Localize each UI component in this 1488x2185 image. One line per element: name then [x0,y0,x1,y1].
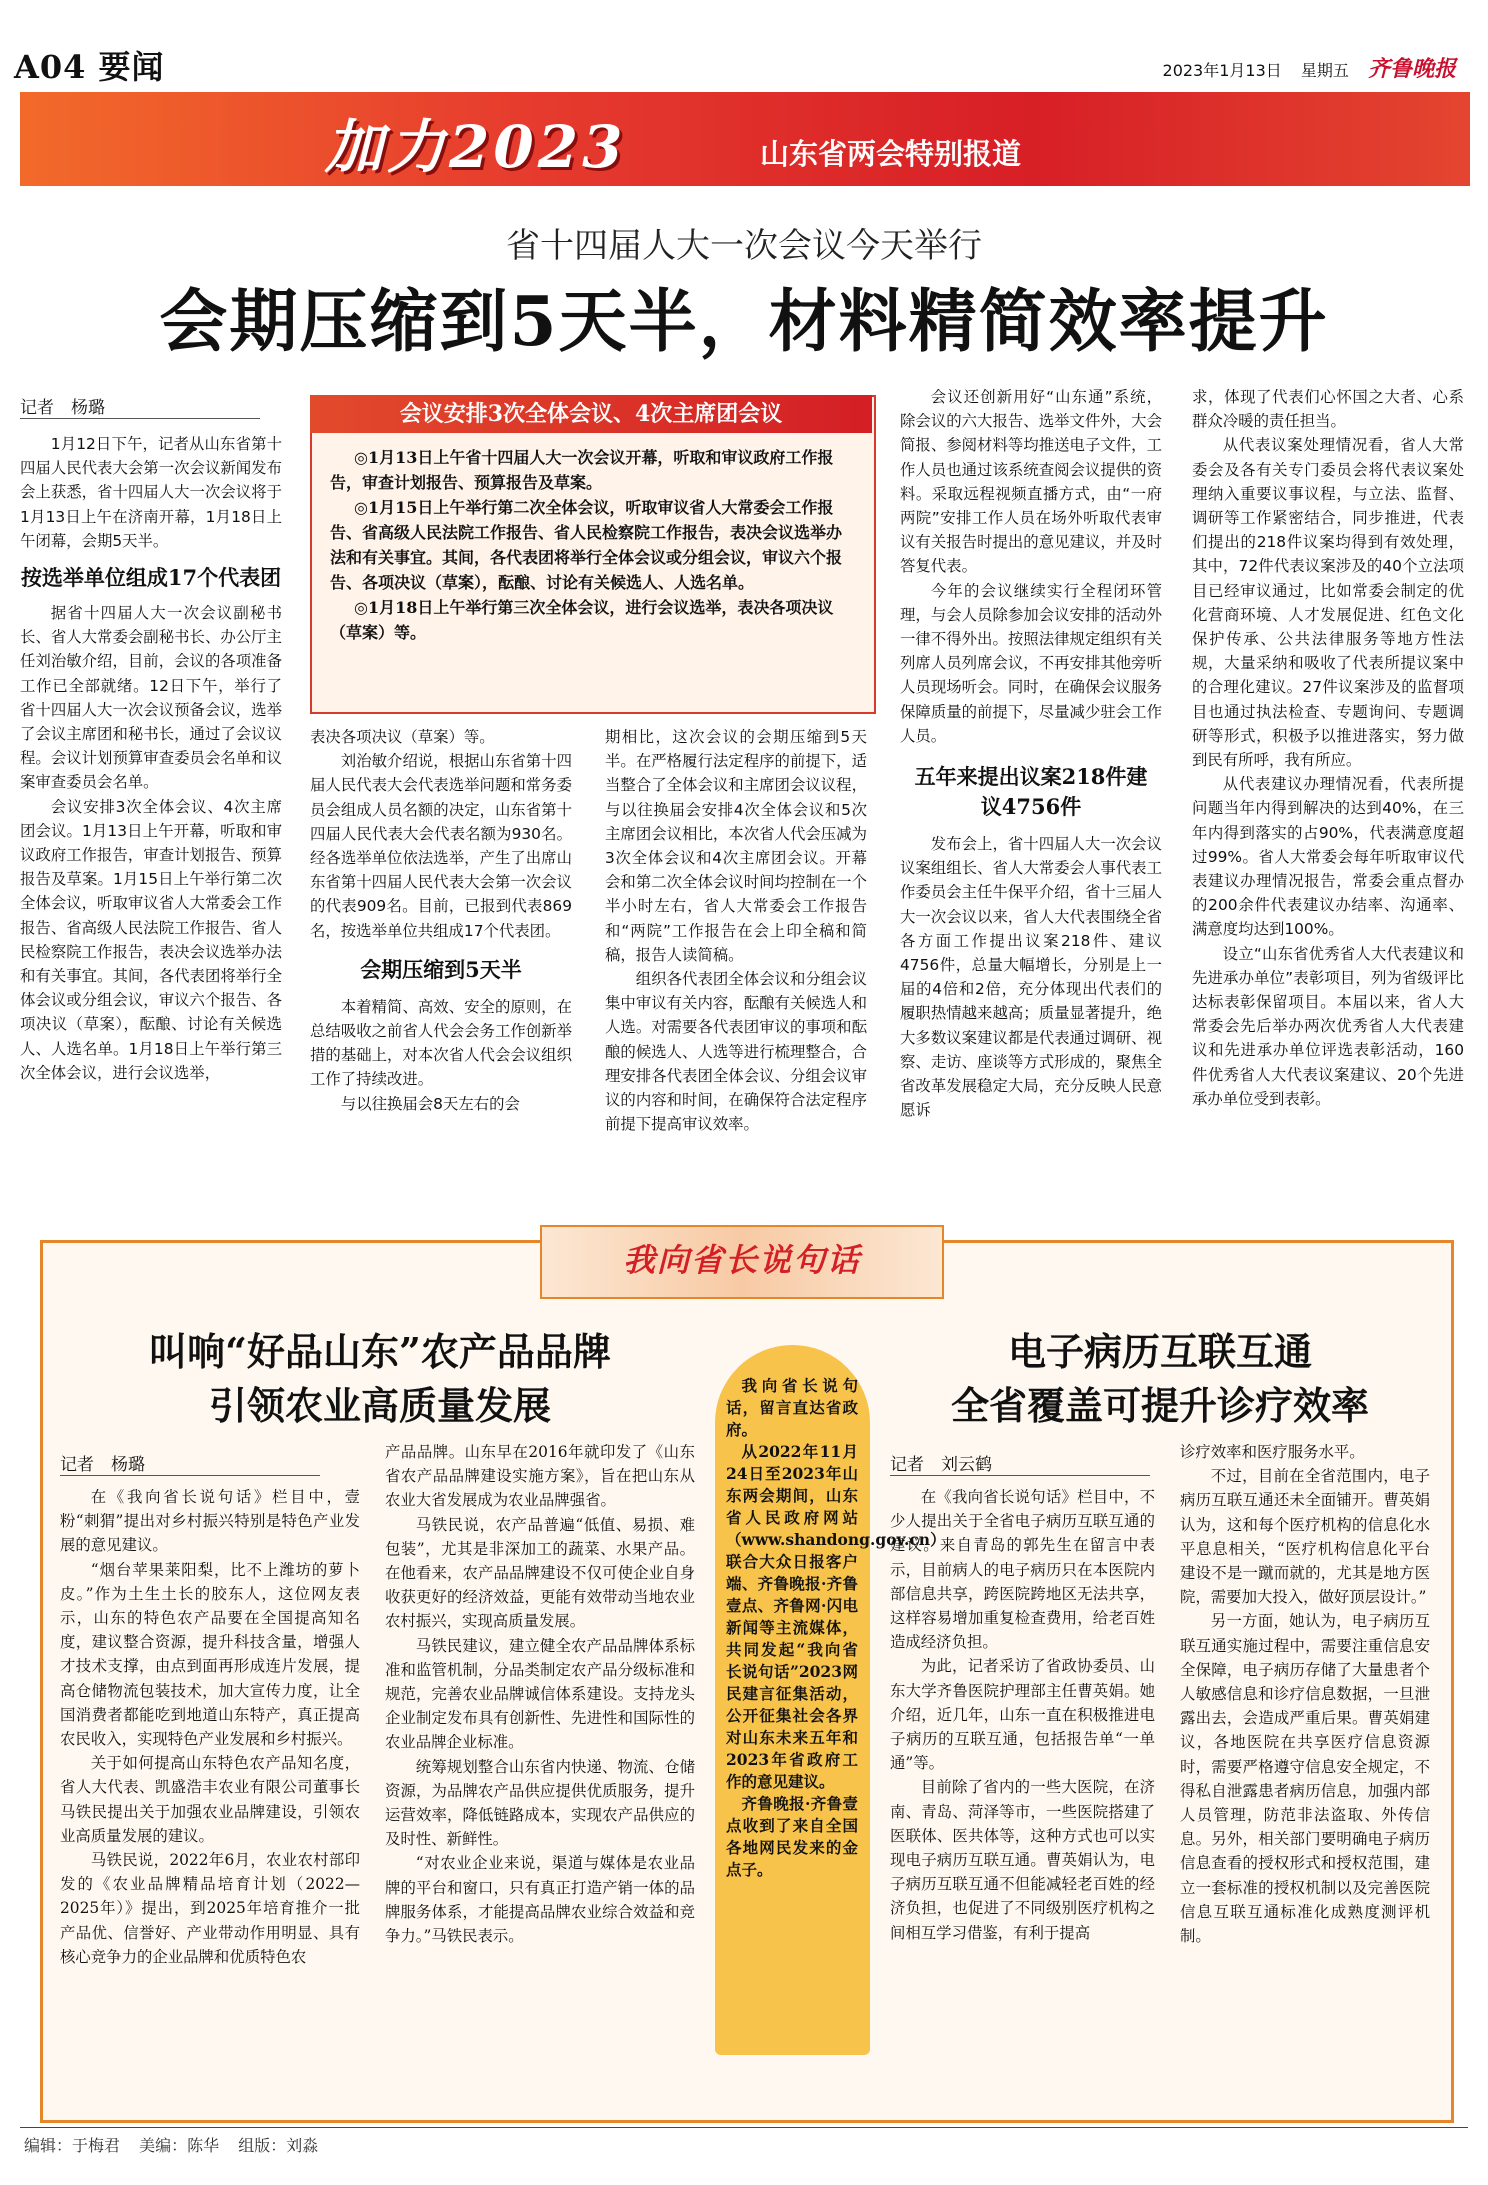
right-article-title-line-1: 电子病历互联互通 [1007,1329,1312,1374]
left-article-title-line-2: 引领农业高质量发展 [208,1383,551,1428]
schedule-item: ◎1月15日上午举行第二次全体会议，听取审议省人大常委会工作报告、省高级人民法院工作报告、省人民检察院工作报告，表决会议选举办法和有关事宜。其间，各代表团将举行全体会议或分组会议，审议六个报告、各项决议（草案），酝酿、讨论有关候选人、人选名单。 [330,498,843,592]
paragraph: 今年的会议继续实行全程闭环管理，与会人员除参加会议安排的活动外一律不得外出。按照法律规定组织有关列席人员列席会议，不再安排其他旁听人员现场听会。同时，在确保会议服务保障质量的前提下，尽量减少驻会工作人员。 [900,581,1162,745]
paragraph: 与以往换届会8天左右的会 [340,1094,520,1113]
right-article-title-line-2: 全省覆盖可提升诊疗效率 [950,1383,1369,1428]
paragraph: 在《我向省长说句话》栏目中，壹粉“刺猬”提出对乡村振兴特别是特色产业发展的意见建议。 [60,1488,360,1555]
lead-byline [20,393,260,419]
lead-subhead-2: 会期压缩到5天半 [360,956,522,982]
lead-headline: 会期压缩到5天半，材料精简效率提升 [159,282,1329,362]
paragraph: 为此，记者采访了省政协委员、山东大学齐鲁医院护理部主任曹英娟。她介绍，近几年，山东一直在积极推进电子病历的互联互通，包括报告单“一单通”等。 [890,1657,1155,1773]
right-article-byline [890,1450,1150,1476]
lead-column-5 [1192,385,1464,1165]
paragraph: 会议安排3次全体会议、4次主席团会议。1月13日上午开幕，听取和审议政府工作报告，审查计划报告、预算报告及草案。1月15日上午举行第二次全体会议，听取审议省人大常委会工作报告、省高级人民法院工作报告、省人民检察院工作报告，表决会议选举办法和有关事宜。其间，各代表团将举行全体会议或分组会议，审议六个报告、各项决议（草案），酝酿、讨论有关候选人、人选名单。1月18日上午举行第三次全体会议，进行会议选举， [20,797,282,1082]
paragraph: “对农业企业来说，渠道与媒体是农业品牌的平台和窗口，只有真正打造产销一体的品牌服务体系，才能提高品牌农业综合效益和竞争力。”马铁民表示。 [385,1854,695,1946]
paragraph: 另一方面，她认为，电子病历互联互通实施过程中，需要注重信息安全保障，电子病历存储了大量患者个人敏感信息和诊疗信息数据，一旦泄露出去，会造成严重后果。曹英娟建议，各地医院在共享医疗信息资源时，需要严格遵守信息安全规定，不得私自泄露患者病历信息，加强内部人员管理，防范非法盗取、外传信息。另外，相关部门要明确电子病历信息查看的授权形式和授权范围，建立一套标准的授权机制以及完善医院信息互联互通标准化成熟度测评机制。 [1180,1612,1430,1946]
lead-kicker: 省十四届人大一次会议今天举行 [506,226,982,266]
lead-column-3 [605,725,867,1165]
schedule-item: ◎1月18日上午举行第三次全体会议，进行会议选举，表决各项决议（草案）等。 [330,598,834,642]
notice-paragraph: 齐鲁晚报·齐鲁壹点收到了来自全国各地网民发来的金点子。 [726,1794,858,1879]
schedule-box-items [330,445,854,645]
notice-paragraph: 我向省长说句话，留言直达省政府。 [726,1376,858,1439]
paragraph: 刘治敏介绍说，根据山东省第十四届人民代表大会代表选举问题和常务委员会组成人员名额的决定，山东省第十四届人民代表大会代表名额为930名。经各选举单位依法选举，产生了出席山东省第十四届人民代表大会第一次会议的代表909名。目前，已报到代表869名，按选举单位共组成17个代表团。 [310,752,572,940]
paragraph: 期相比，这次会议的会期压缩到5天半。在严格履行法定程序的前提下，适当整合了全体会议和主席团会议议程，与以往换届会安排4次全体会议和5次主席团会议相比，本次省人代会压减为3次全体会议和4次主席团会议。开幕会和第二次全体会议时间均控制在一个半小时左右，省人大常委会工作报告和“两院”工作报告在会上印全稿和简稿，报告人读简稿。 [605,728,867,964]
issue-date: 2023年1月13日 [1162,61,1282,80]
paragraph: 本着精简、高效、安全的原则，在总结吸收之前省人代会会务工作创新举措的基础上，对本次省人代会会议组织工作了持续改进。 [310,997,572,1089]
schedule-item: ◎1月13日上午省十四届人大一次会议开幕，听取和审议政府工作报告，审查计划报告、预算报告及草案。 [330,448,834,492]
page-section-label: A04 要闻 [14,48,165,86]
left-article-byline [60,1450,320,1476]
lead-intro: 1月12日下午，记者从山东省第十四届人民代表大会第一次会议新闻发布会上获悉，省十四届人大一次会议将于1月13日上午在济南开幕，1月18日上午闭幕，会期5天半。 [20,435,282,550]
lead-column-1 [20,432,282,1162]
left-article-title [60,1325,700,1433]
paragraph: 会议还创新用好“山东通”系统，除会议的六大报告、选举文件外，大会简报、参阅材料等均推送电子文件，工作人员也通过该系统查阅会议提供的资料。采取远程视频直播方式，由“一府两院”安排工作人员在场外听取代表审议有关报告时提出的意见建议，并及时答复代表。 [900,388,1162,576]
left-article-byline-text: 记者 杨璐 [60,1450,320,1476]
credit-layout: 组版：刘淼 [238,2136,319,2155]
banner-title: 加力2023 [325,113,627,181]
paragraph: 关于如何提高山东特色农产品知名度，省人大代表、凯盛浩丰农业有限公司董事长马铁民提出关于加强农业品牌建设，引领农业高质量发展的建议。 [60,1754,360,1845]
paragraph: 不过，目前在全省范围内，电子病历互联互通还未全面铺开。曹英娟认为，这和每个医疗机构的信息化水平息息相关，“医疗机构信息化平台建设不是一蹴而就的，尤其是地方医院，需要加大投入，做好顶层设计。” [1180,1467,1430,1607]
lead-column-2 [310,725,572,1165]
credits [24,2133,332,2156]
credit-editor: 编辑：于梅君 [24,2136,121,2155]
paragraph: 产品品牌。山东早在2016年就印发了《山东省农产品品牌建设实施方案》，旨在把山东从农业大省发展成为农业品牌强省。 [385,1443,695,1510]
lead-column-4 [900,385,1162,1165]
right-article-byline-text: 记者 刘云鹤 [890,1450,1150,1476]
paragraph: 统筹规划整合山东省内快递、物流、仓储资源，为品牌农产品供应提供优质服务，提升运营效率，降低链路成本，实现农产品供应的及时性、新鲜性。 [385,1757,695,1849]
paragraph: 从代表建议办理情况看，代表所提问题当年内得到解决的达到40%，在三年内得到落实的占90%，代表满意度超过99%。省人大常委会每年听取审议代表建议办理情况报告，常委会重点督办的200余件代表建议办结率、沟通率、满意度均达到100%。 [1192,775,1464,939]
paragraph: 据省十四届人大一次会议副秘书长、省人大常委会副秘书长、办公厅主任刘治敏介绍，目前，会议的各项准备工作已全部就绪。12日下午，举行了省十四届人大一次会议预备会议，选举了会议主席团和秘书长，通过了会议议程。会议计划预算审查委员会名单和议案审查委员会名单。 [20,604,282,792]
banner-subtitle: 山东省两会特别报道 [760,137,1022,171]
right-article-column-1 [890,1485,1155,2095]
notice-paragraph: 从2022年11月24日至2023年山东两会期间，山东省人民政府网站（www.shandong.gov.cn）联合大众日报客户端、齐鲁晚报·齐鲁壹点、齐鲁网·闪电新闻等主流媒体，共同发起“我向省长说句话”2023网民建言征集活动，公开征集社会各界对山东未来五年和2023年省政府工作的意见建议。 [726,1442,946,1791]
paragraph: 在《我向省长说句话》栏目中，不少人提出关于全省电子病历互联互通的建议。来自青岛的郭先生在留言中表示，目前病人的电子病历只在本医院内部信息共享，跨医院跨地区无法共享，这样容易增加重复检查费用，给老百姓造成经济负担。 [890,1488,1155,1652]
right-article-title [890,1325,1430,1433]
lead-byline-text: 记者 杨璐 [20,393,260,419]
section-badge-text: 我向省长说句话 [622,1241,861,1279]
paragraph: 诊疗效率和医疗服务水平。 [1180,1443,1365,1461]
masthead-info [1163,52,1456,83]
paragraph: 设立“山东省优秀省人大代表建议和先进承办单位”表彰项目，列为省级评比达标表彰保留项目。本届以来，省人大常委会先后举办两次优秀省人大代表建议和先进承办单位评选表彰活动，160件优秀省人大代表议案建议、20个先进承办单位受到表彰。 [1192,944,1464,1108]
paragraph: 从代表议案处理情况看，省人大常委会及各有关专门委员会将代表议案处理纳入重要议事议程，与立法、监督、调研等工作紧密结合，同步推进，代表们提出的218件议案均得到有效处理，其中，72件代表议案涉及的40个立法项目已经审议通过，比如常委会制定的优化营商环境、人才发展促进、红色文化保护传承、公共法律服务等地方性法规，大量采纳和吸收了代表所提议案中的合理化建议。27件议案涉及的监督项目也通过执法检查、专题询问、专题调研等形式，积极予以推进落实，努力做到民有所呼，我有所应。 [1192,436,1464,770]
paragraph: 表决各项决议（草案）等。 [310,728,495,746]
paragraph: 目前除了省内的一些大医院，在济南、青岛、菏泽等市，一些医院搭建了医联体、医共体等，这种方式也可以实现电子病历互联互通。曹英娟认为，电子病历互联互通不但能减轻老百姓的经济负担，也促进了不同级别医疗机构之间相互学习借鉴，有利于提高 [890,1778,1155,1942]
right-article-column-2 [1180,1440,1430,2095]
paragraph: 组织各代表团全体会议和分组会议集中审议有关内容，酝酿有关候选人和人选。对需要各代表团审议的事项和酝酿的候选人、人选等进行梳理整合，合理安排各代表团全体会议、分组会议审议的内容和时间，在确保符合法定程序前提下提高审议效率。 [605,970,867,1134]
left-article-title-line-1: 叫响“好品山东”农产品品牌 [149,1329,611,1374]
left-article-column-2 [385,1440,695,2095]
footer-rule [20,2127,1468,2128]
special-report-banner [20,92,1470,186]
lead-subhead-1: 按选举单位组成17个代表团 [20,565,282,591]
section-badge [540,1225,944,1299]
paragraph: “烟台苹果莱阳梨，比不上潍坊的萝卜皮。”作为土生土长的胶东人，这位网友表示，山东的特色农产品要在全国提高知名度，建议整合资源，提升科技含量，增强人才技术支撑，由点到面再形成连片发展，提高仓储物流包装技术，加大宣传力度，让全国消费者都能吃到地道山东特产，真正提高农民收入，实现特色产业发展和乡村振兴。 [60,1560,360,1749]
paragraph: 求，体现了代表们心怀国之大者、心系群众冷暖的责任担当。 [1192,388,1464,431]
paragraph: 发布会上，省十四届人大一次会议议案组组长、省人大常委会人事代表工作委员会主任牛保平介绍，省十三届人大一次会议以来，省人大代表围绕全省各方面工作提出议案218件、建议4756件，总量大幅增长，分别是上一届的4倍和2倍，充分体现出代表们的履职热情越来越高；质量显著提升，绝大多数议案建议都是代表通过调研、视察、走访、座谈等方式形成的，聚焦全省改革发展稳定大局，充分反映人民意愿诉 [900,835,1162,1120]
paragraph: 马铁民建议，建立健全农产品品牌体系标准和监管机制，分品类制定农产品分级标准和规范，完善农业品牌诚信体系建设。支持龙头企业制定发布具有创新性、先进性和国际性的农业品牌企业标准。 [385,1636,695,1752]
newspaper-logo: 齐鲁晚报 [1367,56,1456,82]
issue-weekday: 星期五 [1300,61,1349,80]
schedule-box-title: 会议安排3次全体会议、4次主席团会议 [310,395,872,433]
paragraph: 马铁民说，2022年6月，农业农村部印发的《农业品牌精品培育计划（2022—2025年）》提出，到2025年培育推介一批产品优、信誉好、产业带动作用明显、具有核心竞争力的企业品牌和优质特色农 [60,1851,360,1966]
left-article-column-1 [60,1485,360,2095]
credit-designer: 美编：陈华 [139,2136,220,2155]
paragraph: 马铁民说，农产品普遍“低值、易损、难包装”，尤其是非深加工的蔬菜、水果产品。在他看来，农产品品牌建设不仅可使企业自身收获更好的经济效益，更能有效带动当地农业农村振兴，实现高质量发展。 [385,1515,695,1631]
lead-subhead-3: 五年来提出议案218件建议4756件 [914,764,1148,820]
